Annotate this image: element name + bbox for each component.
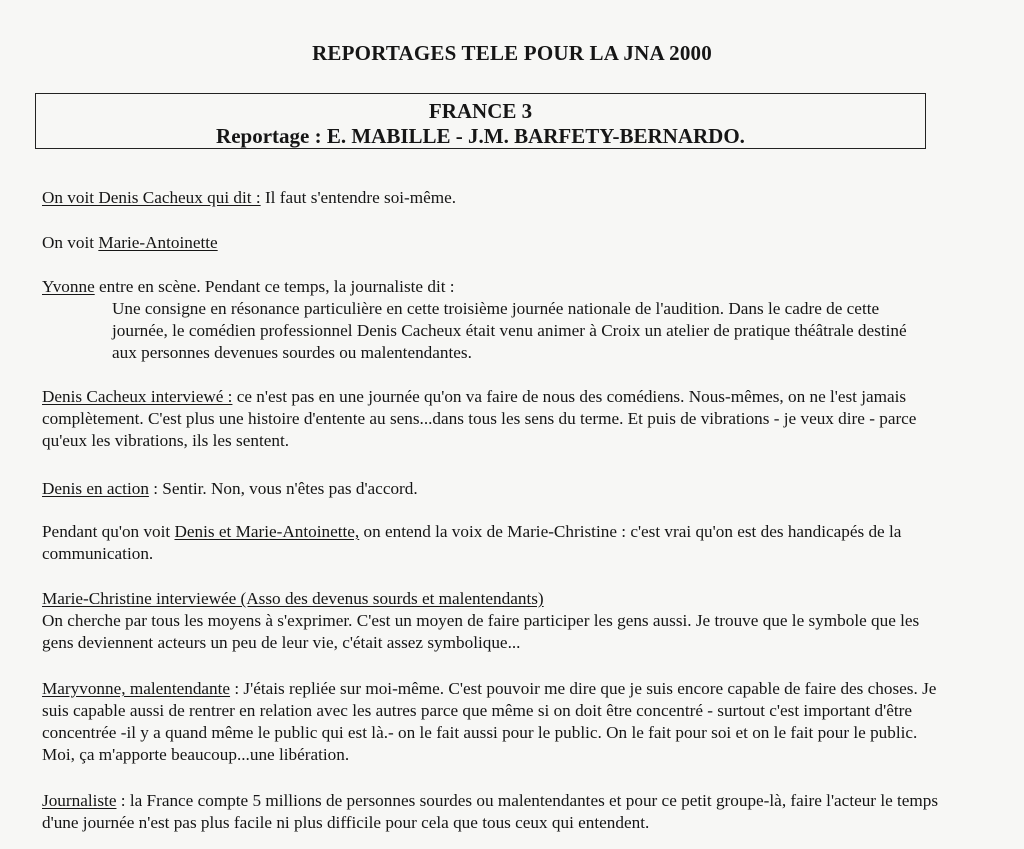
page-title: REPORTAGES TELE POUR LA JNA 2000: [312, 41, 712, 65]
paragraph-prefix: On voit: [42, 233, 99, 252]
paragraph-6: [42, 521, 942, 565]
paragraph-text: : J'étais repliée sur moi-même. C'est pouvoir me dire que je suis encore capable de faire des choses. Je suis capable aussi de rentrer en relation avec les autres parce que même si on doit être concentré - surtout c'est important d'être concentrée -il y a quand même le public qui est là.- on le fait aussi pour le public. On le fait pour soi et on le fait pour le public. Moi, ça m'apporte beaucoup...une libération.: [42, 679, 937, 764]
paragraph-text: On cherche par tous les moyens à s'exprimer. C'est un moyen de faire participer les gens aussi. Je trouve que le symbole que les gens deviennent acteurs un peu de leur vie, c'était assez symbolique...: [42, 611, 920, 652]
paragraph-2: [42, 232, 942, 254]
report-credits: Reportage : E. MABILLE - J.M. BARFETY-BERNARDO.: [216, 124, 745, 148]
speaker-label: On voit Denis Cacheux qui dit :: [42, 188, 261, 207]
speaker-label: Maryvonne, malentendante: [42, 679, 231, 698]
speaker-label: Journaliste: [42, 791, 117, 810]
paragraph-7: [42, 588, 942, 654]
speaker-label: Denis en action: [42, 479, 149, 498]
speaker-label: Denis Cacheux interviewé :: [42, 387, 233, 406]
speaker-label: Yvonne: [42, 277, 95, 296]
channel-name: FRANCE 3: [428, 99, 533, 123]
paragraph-text: Il faut s'entendre soi-même.: [260, 188, 457, 207]
paragraph-3: [42, 276, 942, 364]
paragraph-9: [42, 790, 942, 834]
paragraph-8: [42, 678, 942, 766]
paragraph-text: : Sentir. Non, vous n'êtes pas d'accord.: [148, 479, 418, 498]
channel-box: [35, 93, 926, 149]
paragraph-5: [42, 478, 942, 500]
journalist-quote: Une consigne en résonance particulière en cette troisième journée nationale de l'audition. Dans le cadre de cette journée, le comédien professionnel Denis Cacheux était venu animer à Croix un atelier de pratique théâtrale destiné aux personnes devenues sourdes ou malentendantes.: [112, 299, 907, 362]
paragraph-text: entre en scène. Pendant ce temps, la journaliste dit :: [94, 277, 455, 296]
paragraph-text: : la France compte 5 millions de personnes sourdes ou malentendantes et pour ce petit groupe-là, faire l'acteur le temps d'une journée n'est pas plus facile ni plus difficile pour cela que tous ceux qui entendent.: [42, 791, 939, 832]
speaker-label: Marie-Antoinette: [98, 233, 218, 252]
paragraph-prefix: Pendant qu'on voit: [42, 522, 175, 541]
paragraph-text: ce n'est pas en une journée qu'on va faire de nous des comédiens. Nous-mêmes, on ne l'est jamais complètement. C'est plus une histoire d'entente au sens...dans tous les sens du terme. Et puis de vibrations - je veux dire - parce qu'eux les vibrations, ils les sentent.: [42, 387, 917, 450]
paragraph-1: [42, 187, 942, 209]
paragraph-text: on entend la voix de Marie-Christine : c'est vrai qu'on est des handicapés de la communication.: [42, 522, 902, 563]
speaker-label: Marie-Christine interviewée (Asso des devenus sourds et malentendants): [42, 589, 544, 608]
paragraph-4: [42, 386, 942, 452]
speaker-label: Denis et Marie-Antoinette,: [174, 522, 360, 541]
